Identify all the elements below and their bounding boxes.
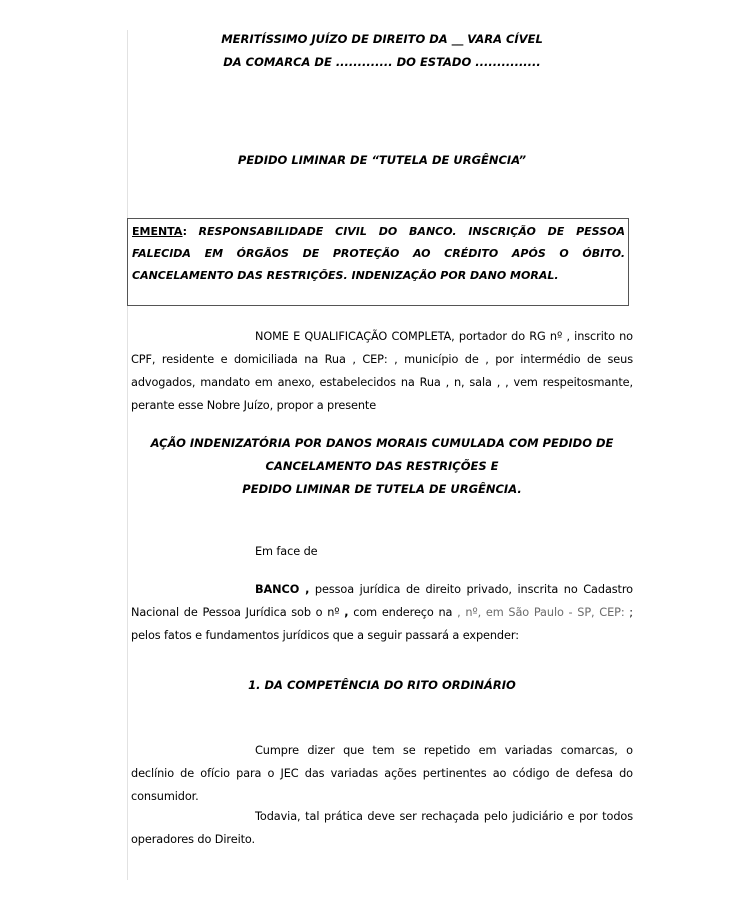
qualificacao-text: NOME E QUALIFICAÇÃO COMPLETA, portador do RG nº , inscrito no CPF, residente e domiciliada na Rua , CEP: , município de , por intermédio de seus advogados, mandato em anexo, estabelecidos na Rua , n, sala , , vem respeitosmante, perante esse Nobre Juízo, propor a presente bbox=[131, 330, 633, 412]
banco-paragraph bbox=[131, 578, 633, 647]
ementa-text: RESPONSABILIDADE CIVIL DO BANCO. INSCRIÇÃO DE PESSOA FALECIDA EM ÓRGÃOS DE PROTEÇÃO AO CRÉDITO APÓS O ÓBITO. CANCELAMENTO DAS RESTRIÇÕES. INDENIZAÇÃO POR DANO MORAL. bbox=[132, 225, 625, 282]
court-header bbox=[131, 28, 633, 74]
section-1-title: 1. DA COMPETÊNCIA DO RITO ORDINÁRIO bbox=[248, 678, 516, 692]
banco-text-1: pessoa jurídica de direito privado, inscrita no Cadastro Nacional de Pessoa Jurídica sob o nº bbox=[131, 583, 633, 619]
acao-title bbox=[131, 432, 633, 501]
ementa-colon: : bbox=[182, 225, 187, 238]
acao-title-line-1: AÇÃO INDENIZATÓRIA POR DANOS MORAIS CUMULADA COM PEDIDO DE bbox=[150, 436, 614, 450]
pedido-liminar-title: PEDIDO LIMINAR DE “TUTELA DE URGÊNCIA” bbox=[237, 153, 527, 167]
banco-address: , nº, em São Paulo - SP, CEP: bbox=[457, 606, 625, 619]
em-face-paragraph bbox=[131, 540, 633, 563]
qualificacao-paragraph bbox=[131, 325, 633, 417]
page-margin-line bbox=[127, 30, 128, 880]
court-header-line-1: MERITÍSSIMO JUÍZO DE DIREITO DA __ VARA CÍVEL bbox=[221, 32, 543, 46]
acao-title-line-3: PEDIDO LIMINAR DE TUTELA DE URGÊNCIA. bbox=[242, 482, 522, 496]
acao-title-line-2: CANCELAMENTO DAS RESTRIÇÕES E bbox=[265, 459, 499, 473]
court-header-line-2: DA COMARCA DE ............. DO ESTADO ............... bbox=[223, 55, 541, 69]
todavia-paragraph bbox=[131, 805, 633, 851]
banco-name: BANCO , bbox=[255, 583, 310, 596]
cumpre-paragraph bbox=[131, 739, 633, 808]
ementa-label: EMENTA bbox=[132, 225, 183, 238]
banco-comma: , bbox=[344, 606, 349, 619]
em-face-text: Em face de bbox=[255, 545, 318, 558]
todavia-text: Todavia, tal prática deve ser rechaçada pelo judiciário e por todos operadores do Direito. bbox=[131, 810, 633, 846]
banco-text-3: ; pelos fatos e fundamentos jurídicos que a seguir passará a expender: bbox=[131, 606, 634, 642]
cumpre-text: Cumpre dizer que tem se repetido em variadas comarcas, o declínio de ofício para o JEC das variadas ações pertinentes ao código de defesa do consumidor. bbox=[131, 744, 633, 803]
ementa-box bbox=[127, 218, 629, 306]
banco-text-2: com endereço na bbox=[348, 606, 458, 619]
